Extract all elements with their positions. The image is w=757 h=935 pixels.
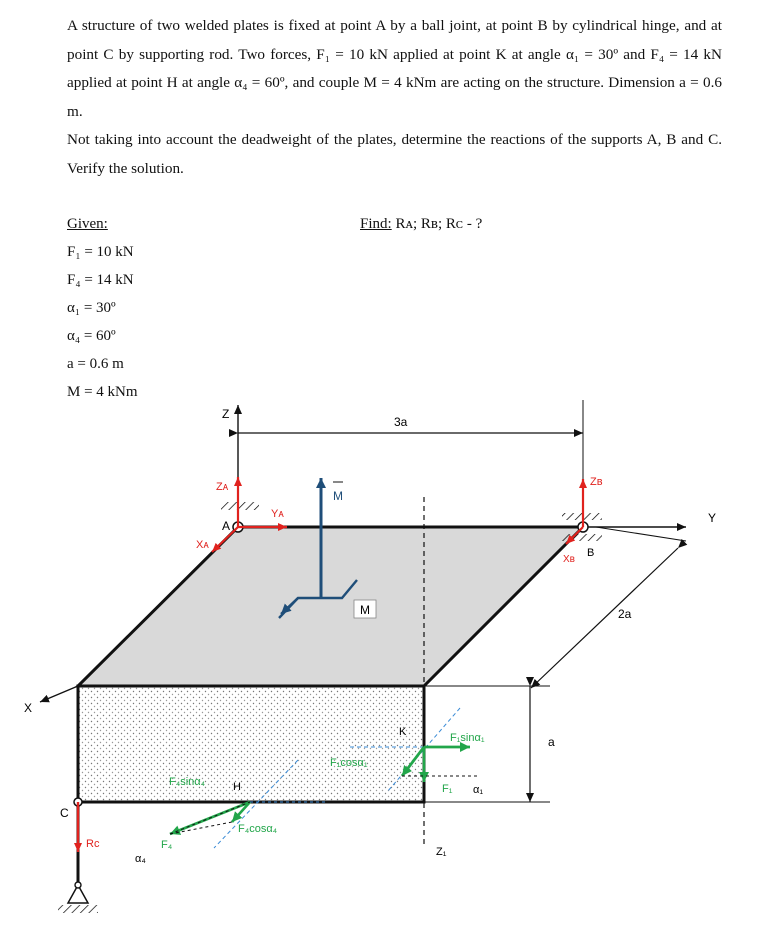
z1-axis-label: Z₁: [436, 846, 447, 858]
given-item: M = 4 kNm: [67, 384, 138, 400]
f1-label: F₁: [442, 783, 453, 795]
alpha1-label: α₁: [473, 784, 484, 796]
given-item: F₄ = 14 kN: [67, 272, 134, 288]
given-item: F₁ = 10 kN: [67, 244, 134, 260]
point-h-label: H: [233, 781, 241, 793]
reaction-rc-label: Rᴄ: [86, 838, 100, 850]
given-item: a = 0.6 m: [67, 356, 124, 372]
f4-label: F₄: [161, 839, 173, 851]
f4-sin-label: F₄sinα₄: [169, 776, 206, 788]
reaction-ya-label: Yᴀ: [271, 508, 284, 520]
z-axis-label: Z: [222, 407, 230, 421]
x-axis-label: X: [24, 701, 33, 715]
alpha4-label: α₄: [135, 853, 146, 865]
f4-cos-label: F₄cosα₄: [238, 823, 278, 835]
support-c-hatch: [58, 905, 98, 913]
reaction-xa-label: Xᴀ: [196, 539, 209, 551]
dimension-2a-line: [531, 548, 678, 688]
horizontal-plate: [78, 527, 583, 686]
f1-cos-label: F₁cosα₁: [330, 757, 368, 769]
f1-sin-label: F₁sinα₁: [450, 732, 485, 744]
reaction-za-label: Zᴀ: [216, 481, 229, 493]
problem-paragraph-2: Not taking into account the deadweight of the plates, determine the reactions of the supports A, B and C. Verify the solution.: [67, 131, 722, 177]
dimension-a-label: a: [548, 735, 555, 749]
find-title: Find:: [360, 216, 392, 232]
point-b-label: B: [587, 547, 595, 559]
point-a-label: A: [222, 519, 231, 533]
moment-vector-label: M: [333, 489, 343, 503]
reaction-zb-label: Zʙ: [590, 476, 603, 488]
dimension-3a-label: 3a: [394, 415, 408, 429]
find-text: Rᴀ; Rʙ; Rᴄ - ?: [391, 216, 483, 232]
problem-paragraph-1: A structure of two welded plates is fixed at point A by a ball joint, at point B by cylindrical hinge, and at point C by supporting rod. Two forces, F₁ = 10 kN applied at point K at angle α₁ = 30º and F₄ = 14 kN applied at point H at angle α₄ = 60º, and couple M = 4 kNm are acting on the structure. Dimension a = 0.6 m.: [67, 17, 722, 120]
extension-line: [596, 527, 686, 541]
given-item: α₄ = 60º: [67, 328, 116, 344]
reaction-xb-label: Xʙ: [563, 554, 575, 565]
point-c-label: C: [60, 806, 69, 820]
support-b-hatch-bottom: [562, 534, 602, 541]
couple-label: M: [360, 603, 370, 617]
support-c-pin: [75, 882, 81, 888]
given-item: α₁ = 30º: [67, 300, 116, 316]
given-title: Given:: [67, 216, 108, 232]
support-a-hatch: [221, 502, 259, 510]
y-axis-label: Y: [708, 511, 717, 525]
vertical-plate: [78, 686, 424, 802]
point-k-label: K: [399, 726, 407, 738]
x-axis: [40, 686, 78, 702]
dimension-2a-label: 2a: [618, 607, 632, 621]
f4-sin-guide: [170, 822, 232, 834]
